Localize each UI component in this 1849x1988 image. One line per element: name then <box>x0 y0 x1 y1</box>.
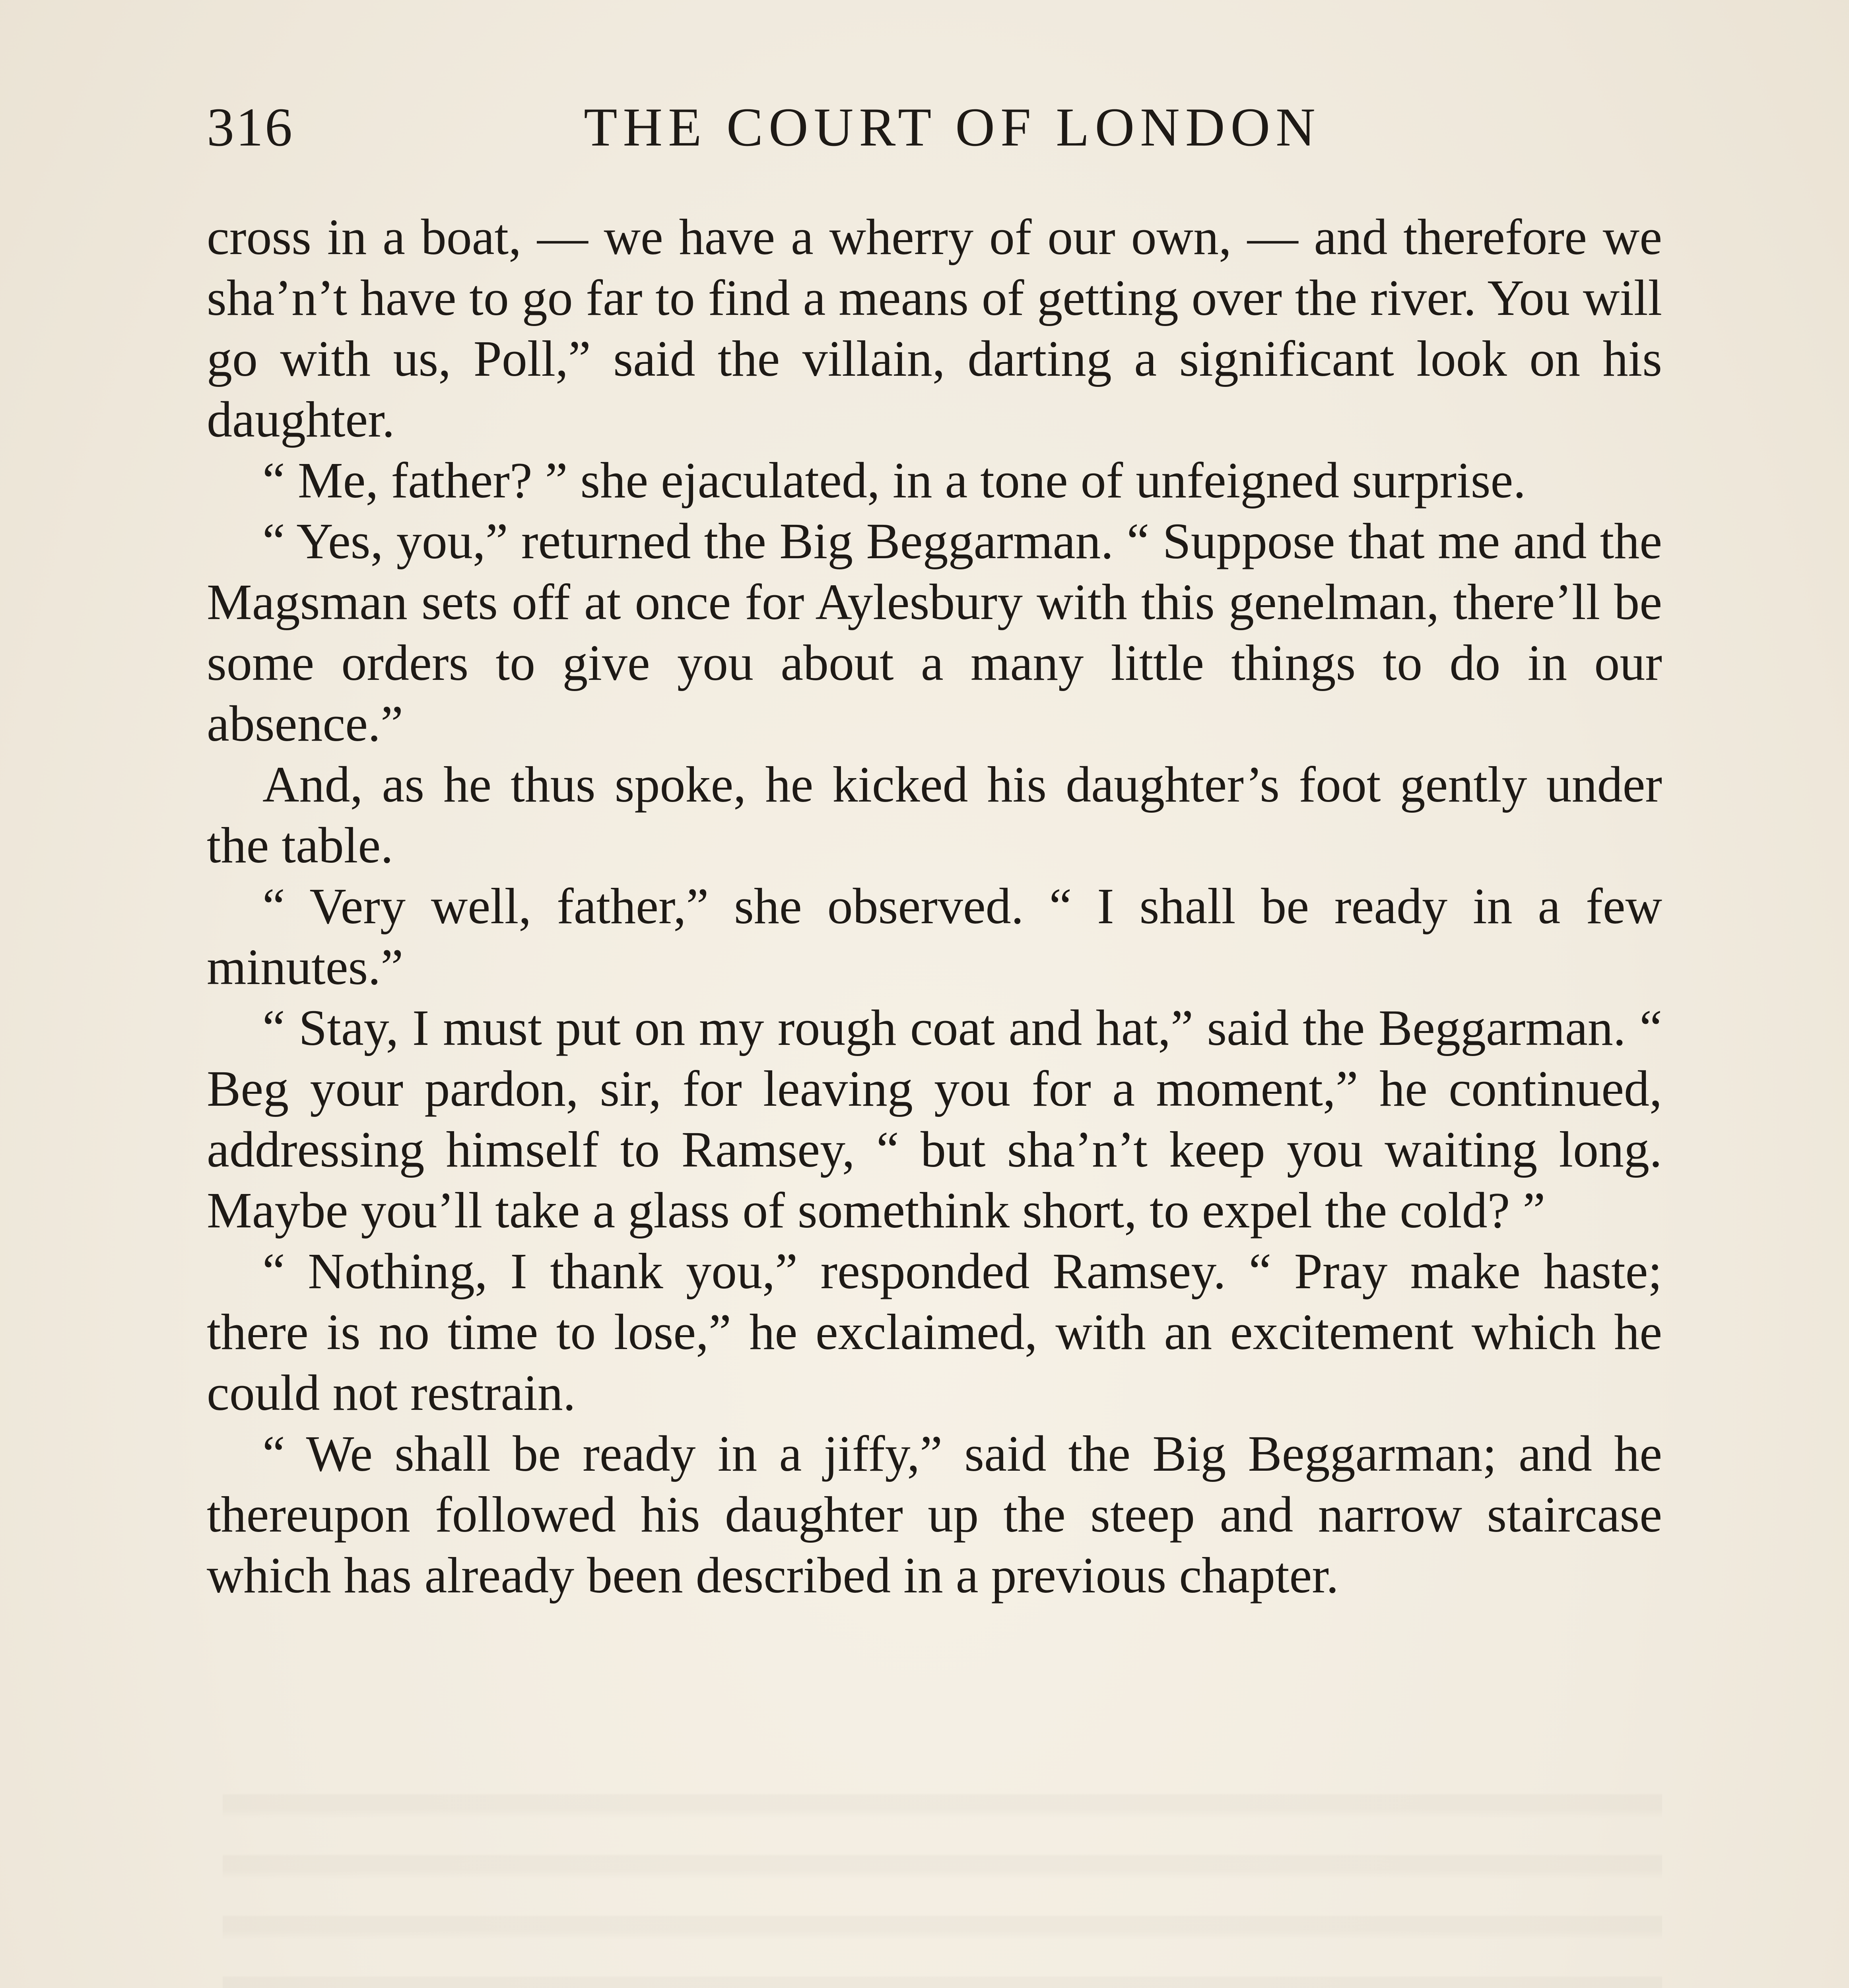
paragraph: And, as he thus spoke, he kicked his daughter’s foot gently under the table. <box>207 756 1662 874</box>
paragraph: “ Yes, you,” returned the Big Beggarman. “ Suppose that me and the Magsman sets off at once for Aylesbury with this genelman, there’ll be some orders to give you about a many little things to do in our absence.” <box>207 513 1662 752</box>
paragraph: “ We shall be ready in a jiffy,” said the Big Beggarman; and he thereupon followed his daughter up the steep and narrow staircase which has already been described in a previous chapter. <box>207 1425 1662 1604</box>
show-through-text <box>223 1757 1662 1988</box>
page-header <box>207 93 1662 173</box>
running-head: THE COURT OF LONDON <box>584 97 1321 157</box>
paragraph: cross in a boat, — we have a wherry of our own, — and therefore we sha’n’t have to go far to find a means of getting over the river. You will go with us, Poll,” said the villain, darting a significant look on his daughter. <box>207 209 1662 448</box>
paragraph: “ Stay, I must put on my rough coat and hat,” said the Beggarman. “ Beg your pardon, sir, for leaving you for a moment,” he continued, addressing himself to Ramsey, “ but sha’n’t keep you waiting long. Maybe you’ll take a glass of somethink short, to expel the cold? ” <box>207 1000 1662 1239</box>
body-text <box>207 207 1662 1606</box>
paragraph: “ Nothing, I thank you,” responded Ramsey. “ Pray make haste; there is no time to lose,” he exclaimed, with an excitement which he could not restrain. <box>207 1243 1662 1421</box>
paragraph: “ Very well, father,” she observed. “ I shall be ready in a few minutes.” <box>207 878 1662 995</box>
paragraph: “ Me, father? ” she ejaculated, in a tone of unfeigned surprise. <box>262 452 1526 509</box>
page-number: 316 <box>207 97 294 157</box>
